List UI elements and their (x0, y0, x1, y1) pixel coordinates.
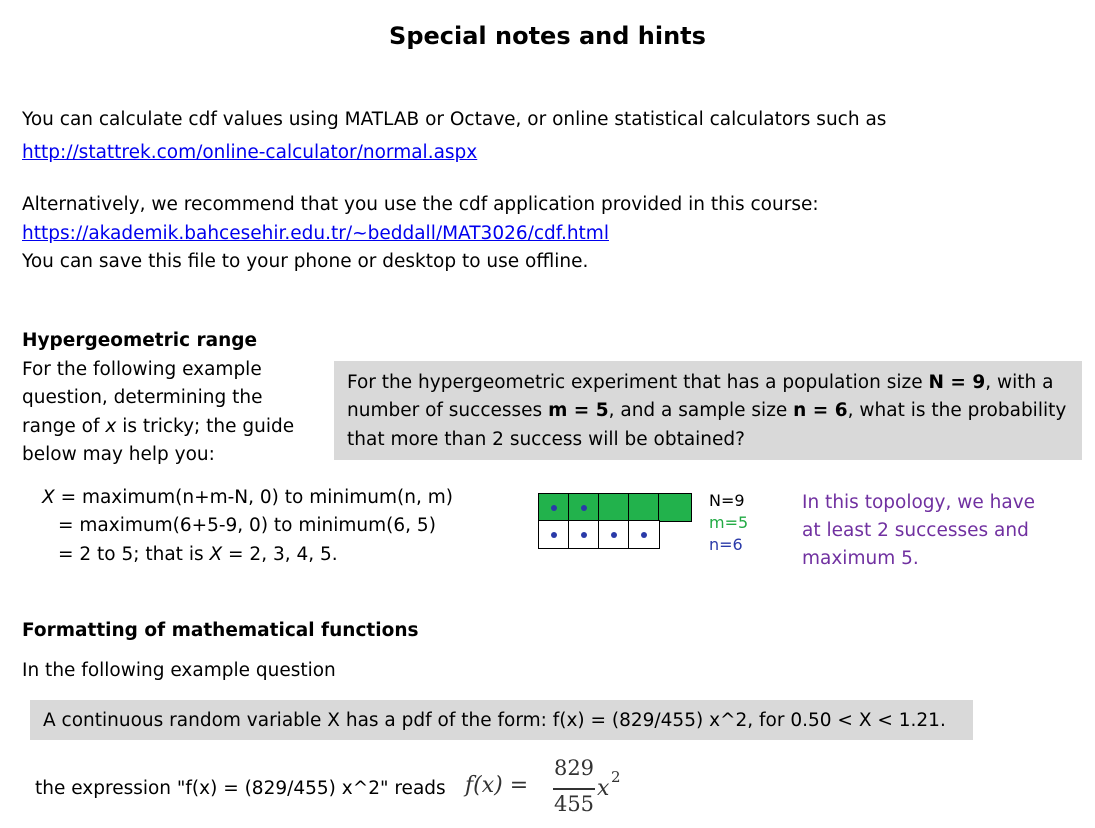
hyper-desc-line3: range of x is tricky; the guide (22, 416, 295, 437)
topology-note-line2: at least 2 successes and (802, 520, 1029, 541)
intro-text: You can calculate cdf values using MATLAB or Octave, or online statistical calculators such as (22, 109, 887, 130)
topology-note-line3: maximum 5. (802, 548, 919, 569)
hyper-desc-line1: For the following example (22, 359, 262, 380)
expression-reads-text: the expression "f(x) = (829/455) x^2" reads (35, 778, 446, 799)
range-formula-line1: X = maximum(n+m-N, 0) to minimum(n, m) (42, 487, 453, 508)
success-cell (658, 493, 692, 522)
question-line2: number of successes m = 5, and a sample size n = 6, what is the probability (347, 400, 1067, 421)
math-variable: x (597, 776, 610, 801)
hyper-desc-line4: below may help you: (22, 444, 215, 465)
offline-text: You can save this file to your phone or desktop to use offline. (22, 251, 589, 272)
stattrek-link[interactable]: http://stattrek.com/online-calculator/normal.aspx (22, 142, 478, 163)
success-cell (628, 493, 660, 522)
math-lhs: f(x) = (465, 773, 529, 798)
sample-dot (581, 505, 587, 511)
formatting-intro: In the following example question (22, 660, 336, 681)
hypergeometric-heading: Hypergeometric range (22, 330, 258, 351)
sample-dot (611, 532, 617, 538)
math-exponent: 2 (611, 768, 621, 786)
page-title: Special notes and hints (389, 22, 706, 50)
legend-n: n=6 (709, 535, 743, 554)
sample-dot (581, 532, 587, 538)
sample-dot (551, 532, 557, 538)
question-line1: For the hypergeometric experiment that has a population size N = 9, with a (347, 372, 1054, 393)
fraction-bar (553, 788, 595, 790)
legend-N: N=9 (709, 491, 745, 510)
cdf-app-link[interactable]: https://akademik.bahcesehir.edu.tr/~beddall/MAT3026/cdf.html (22, 223, 609, 244)
legend-m: m=5 (709, 513, 749, 532)
range-formula-line3: = 2 to 5; that is X = 2, 3, 4, 5. (58, 544, 338, 565)
topology-note-line1: In this topology, we have (802, 492, 1036, 513)
alternative-text: Alternatively, we recommend that you use the cdf application provided in this course: (22, 194, 819, 215)
hyper-desc-line2: question, determining the (22, 387, 263, 408)
question-line3: that more than 2 success will be obtained? (347, 429, 745, 450)
math-numerator: 829 (553, 756, 595, 780)
success-cell (598, 493, 630, 522)
sample-dot (641, 532, 647, 538)
pdf-question-text: A continuous random variable X has a pdf of the form: f(x) = (829/455) x^2, for 0.50 < X < 1.21. (43, 710, 946, 731)
formatting-heading: Formatting of mathematical functions (22, 620, 419, 641)
range-formula-line2: = maximum(6+5-9, 0) to minimum(6, 5) (58, 515, 436, 536)
sample-dot (551, 505, 557, 511)
math-denominator: 455 (553, 792, 595, 816)
